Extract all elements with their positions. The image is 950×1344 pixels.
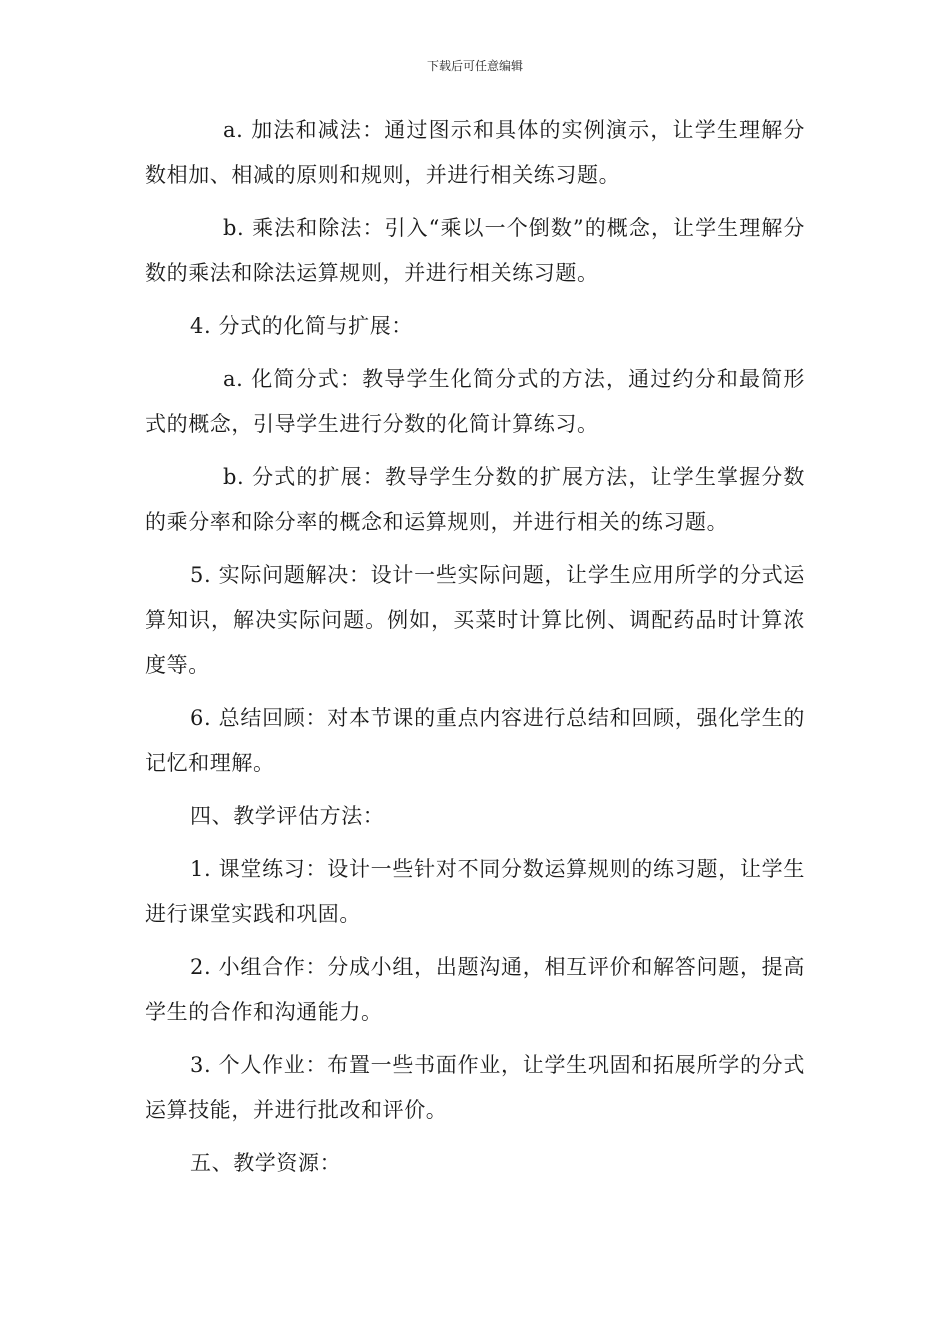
paragraph-summary-review: 6. 总结回顾：对本节课的重点内容进行总结和回顾，强化学生的记忆和理解。: [145, 706, 805, 775]
paragraph-group-work: 2. 小组合作：分成小组，出题沟通，相互评价和解答问题，提高学生的合作和沟通能力。: [145, 955, 805, 1024]
paragraph-class-practice: 1. 课堂练习：设计一些针对不同分数运算规则的练习题，让学生进行课堂实践和巩固。: [145, 857, 805, 926]
paragraph-real-problems: 5. 实际问题解决：设计一些实际问题，让学生应用所学的分式运算知识，解决实际问题。例如，买菜时计算比例、调配药品时计算浓度等。: [145, 563, 805, 677]
paragraph-simplify: a. 化简分式：教导学生化简分式的方法，通过约分和最简形式的概念，引导学生进行分数的化简计算练习。: [145, 367, 805, 436]
page-header: 下载后可任意编辑: [426, 59, 523, 73]
paragraph-add-subtract: a. 加法和减法：通过图示和具体的实例演示，让学生理解分数相加、相减的原则和规则，并进行相关练习题。: [145, 118, 805, 187]
section-heading-assessment: 四、教学评估方法：: [190, 804, 385, 828]
section-heading-simplify-expand: 4. 分式的化简与扩展：: [190, 314, 413, 338]
paragraph-multiply-divide: b. 乘法和除法：引入“乘以一个倒数”的概念，让学生理解分数的乘法和除法运算规则，并进行相关练习题。: [145, 216, 805, 285]
document-body: [145, 108, 805, 1194]
paragraph-homework: 3. 个人作业：布置一些书面作业，让学生巩固和拓展所学的分式运算技能，并进行批改和评价。: [145, 1053, 805, 1122]
paragraph-expand: b. 分式的扩展：教导学生分数的扩展方法，让学生掌握分数的乘分率和除分率的概念和运算规则，并进行相关的练习题。: [145, 465, 805, 534]
section-heading-resources: 五、教学资源：: [190, 1151, 342, 1175]
